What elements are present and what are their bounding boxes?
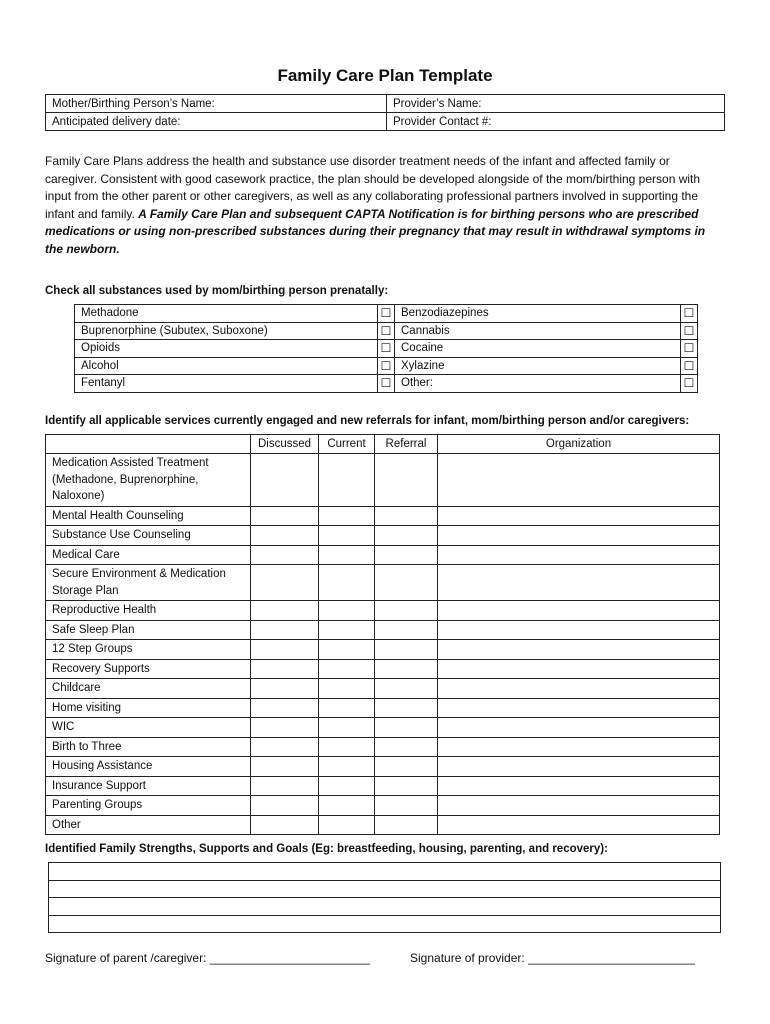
discussed-cell[interactable]	[251, 659, 319, 679]
service-row	[46, 737, 720, 757]
organization-cell[interactable]	[438, 565, 720, 601]
services-col-blank	[46, 435, 251, 454]
current-cell[interactable]	[319, 545, 375, 565]
substance-label: Xylazine	[395, 357, 681, 375]
referral-cell[interactable]	[375, 737, 438, 757]
col-referral: Referral	[375, 435, 438, 454]
substance-row	[75, 322, 698, 340]
substance-checkbox[interactable]: ☐	[378, 357, 395, 375]
organization-cell[interactable]	[438, 620, 720, 640]
service-row	[46, 506, 720, 526]
current-cell[interactable]	[319, 601, 375, 621]
service-label: Secure Environment & Medication Storage Plan	[46, 565, 251, 601]
substance-label: Other:	[395, 375, 681, 393]
discussed-cell[interactable]	[251, 796, 319, 816]
discussed-cell[interactable]	[251, 506, 319, 526]
organization-cell[interactable]	[438, 776, 720, 796]
substance-checkbox[interactable]: ☐	[681, 375, 698, 393]
col-discussed: Discussed	[251, 435, 319, 454]
substance-checkbox[interactable]: ☐	[378, 375, 395, 393]
service-row	[46, 776, 720, 796]
discussed-cell[interactable]	[251, 815, 319, 835]
organization-cell[interactable]	[438, 757, 720, 777]
current-cell[interactable]	[319, 526, 375, 546]
substance-checkbox[interactable]: ☐	[378, 340, 395, 358]
organization-cell[interactable]	[438, 526, 720, 546]
organization-cell[interactable]	[438, 718, 720, 738]
service-label: Birth to Three	[46, 737, 251, 757]
substances-table	[74, 304, 698, 393]
organization-cell[interactable]	[438, 698, 720, 718]
organization-cell[interactable]	[438, 506, 720, 526]
current-cell[interactable]	[319, 640, 375, 660]
goals-line[interactable]	[49, 898, 721, 916]
service-row	[46, 679, 720, 699]
intro-paragraph	[45, 153, 725, 259]
organization-cell[interactable]	[438, 679, 720, 699]
discussed-cell[interactable]	[251, 776, 319, 796]
mother-name-field[interactable]: Mother/Birthing Person’s Name:	[46, 95, 387, 113]
discussed-cell[interactable]	[251, 526, 319, 546]
discussed-cell[interactable]	[251, 640, 319, 660]
discussed-cell[interactable]	[251, 698, 319, 718]
goals-line[interactable]	[49, 880, 721, 898]
service-label: Housing Assistance	[46, 757, 251, 777]
col-organization: Organization	[438, 435, 720, 454]
substance-label: Fentanyl	[75, 375, 378, 393]
referral-cell[interactable]	[375, 454, 438, 507]
substance-checkbox[interactable]: ☐	[378, 305, 395, 323]
substance-label: Opioids	[75, 340, 378, 358]
service-label: 12 Step Groups	[46, 640, 251, 660]
substance-label: Cocaine	[395, 340, 681, 358]
referral-cell[interactable]	[375, 620, 438, 640]
substance-label: Cannabis	[395, 322, 681, 340]
current-cell[interactable]	[319, 454, 375, 507]
services-table	[45, 434, 720, 835]
service-row	[46, 454, 720, 507]
current-cell[interactable]	[319, 679, 375, 699]
organization-cell[interactable]	[438, 601, 720, 621]
parent-signature[interactable]: Signature of parent /caregiver: ________________________	[45, 951, 370, 965]
service-row	[46, 565, 720, 601]
organization-cell[interactable]	[438, 454, 720, 507]
service-label: Other	[46, 815, 251, 835]
page-title: Family Care Plan Template	[277, 66, 493, 85]
discussed-cell[interactable]	[251, 757, 319, 777]
substance-row	[75, 305, 698, 323]
substance-checkbox[interactable]: ☐	[681, 305, 698, 323]
service-label: Home visiting	[46, 698, 251, 718]
substance-row	[75, 375, 698, 393]
referral-cell[interactable]	[375, 796, 438, 816]
organization-cell[interactable]	[438, 659, 720, 679]
current-cell[interactable]	[319, 776, 375, 796]
discussed-cell[interactable]	[251, 454, 319, 507]
referral-cell[interactable]	[375, 776, 438, 796]
substance-checkbox[interactable]: ☐	[681, 357, 698, 375]
service-row	[46, 757, 720, 777]
service-row	[46, 620, 720, 640]
service-label: Childcare	[46, 679, 251, 699]
service-row	[46, 601, 720, 621]
organization-cell[interactable]	[438, 737, 720, 757]
referral-cell[interactable]	[375, 565, 438, 601]
service-row	[46, 698, 720, 718]
referral-cell[interactable]	[375, 757, 438, 777]
referral-cell[interactable]	[375, 545, 438, 565]
substance-label: Methadone	[75, 305, 378, 323]
service-label: Recovery Supports	[46, 659, 251, 679]
organization-cell[interactable]	[438, 545, 720, 565]
service-row	[46, 796, 720, 816]
service-label: Parenting Groups	[46, 796, 251, 816]
current-cell[interactable]	[319, 565, 375, 601]
service-label: WIC	[46, 718, 251, 738]
referral-cell[interactable]	[375, 506, 438, 526]
substance-row	[75, 340, 698, 358]
service-label: Medical Care	[46, 545, 251, 565]
organization-cell[interactable]	[438, 796, 720, 816]
current-cell[interactable]	[319, 737, 375, 757]
service-label: Medication Assisted Treatment (Methadone, Buprenorphine, Naloxone)	[46, 454, 251, 507]
current-cell[interactable]	[319, 506, 375, 526]
current-cell[interactable]	[319, 659, 375, 679]
service-row	[46, 526, 720, 546]
substances-heading: Check all substances used by mom/birthing person prenatally:	[45, 285, 389, 297]
col-current: Current	[319, 435, 375, 454]
provider-signature[interactable]: Signature of provider: _________________________	[410, 951, 695, 965]
substance-checkbox[interactable]: ☐	[681, 340, 698, 358]
substance-label: Alcohol	[75, 357, 378, 375]
current-cell[interactable]	[319, 815, 375, 835]
current-cell[interactable]	[319, 718, 375, 738]
service-row	[46, 640, 720, 660]
intro-text: Family Care Plans address the health and substance use disorder treatment needs of the infant and affected family or caregiver. Consistent with good casework practice, the plan should be developed alongside of the mom/birthing person with input from the other parent or other caregivers, as well as any collaborating professional partners involved in supporting the infant and family.	[45, 154, 701, 221]
current-cell[interactable]	[319, 698, 375, 718]
referral-cell[interactable]	[375, 679, 438, 699]
service-row	[46, 659, 720, 679]
current-cell[interactable]	[319, 757, 375, 777]
substance-label: Buprenorphine (Subutex, Suboxone)	[75, 322, 378, 340]
goals-line[interactable]	[49, 915, 721, 933]
discussed-cell[interactable]	[251, 718, 319, 738]
discussed-cell[interactable]	[251, 545, 319, 565]
info-table	[45, 94, 725, 131]
service-label: Safe Sleep Plan	[46, 620, 251, 640]
referral-cell[interactable]	[375, 718, 438, 738]
substance-checkbox[interactable]: ☐	[378, 322, 395, 340]
current-cell[interactable]	[319, 620, 375, 640]
referral-cell[interactable]	[375, 815, 438, 835]
provider-contact-field[interactable]: Provider Contact #:	[387, 113, 725, 131]
provider-name-field[interactable]: Provider’s Name:	[387, 95, 725, 113]
goals-line[interactable]	[49, 863, 721, 881]
discussed-cell[interactable]	[251, 565, 319, 601]
service-label: Substance Use Counseling	[46, 526, 251, 546]
referral-cell[interactable]	[375, 601, 438, 621]
service-label: Reproductive Health	[46, 601, 251, 621]
service-label: Mental Health Counseling	[46, 506, 251, 526]
service-row	[46, 815, 720, 835]
substance-checkbox[interactable]: ☐	[681, 322, 698, 340]
referral-cell[interactable]	[375, 659, 438, 679]
services-heading: Identify all applicable services currently engaged and new referrals for infant, mom/birthing person and/or caregivers:	[45, 415, 690, 427]
goals-heading: Identified Family Strengths, Supports and Goals (Eg: breastfeeding, housing, parenting, and recovery):	[45, 843, 608, 855]
current-cell[interactable]	[319, 796, 375, 816]
organization-cell[interactable]	[438, 815, 720, 835]
goals-table	[48, 862, 721, 933]
referral-cell[interactable]	[375, 640, 438, 660]
discussed-cell[interactable]	[251, 601, 319, 621]
service-row	[46, 718, 720, 738]
substance-row	[75, 357, 698, 375]
service-label: Insurance Support	[46, 776, 251, 796]
discussed-cell[interactable]	[251, 620, 319, 640]
discussed-cell[interactable]	[251, 737, 319, 757]
referral-cell[interactable]	[375, 526, 438, 546]
substance-label: Benzodiazepines	[395, 305, 681, 323]
organization-cell[interactable]	[438, 640, 720, 660]
intro-emphasis: A Family Care Plan and subsequent CAPTA Notification is for birthing persons who are prescribed medications or using non-prescribed substances during their pregnancy that may result in withdrawal symptoms in the newborn.	[45, 206, 706, 256]
delivery-date-field[interactable]: Anticipated delivery date:	[46, 113, 387, 131]
referral-cell[interactable]	[375, 698, 438, 718]
service-row	[46, 545, 720, 565]
discussed-cell[interactable]	[251, 679, 319, 699]
